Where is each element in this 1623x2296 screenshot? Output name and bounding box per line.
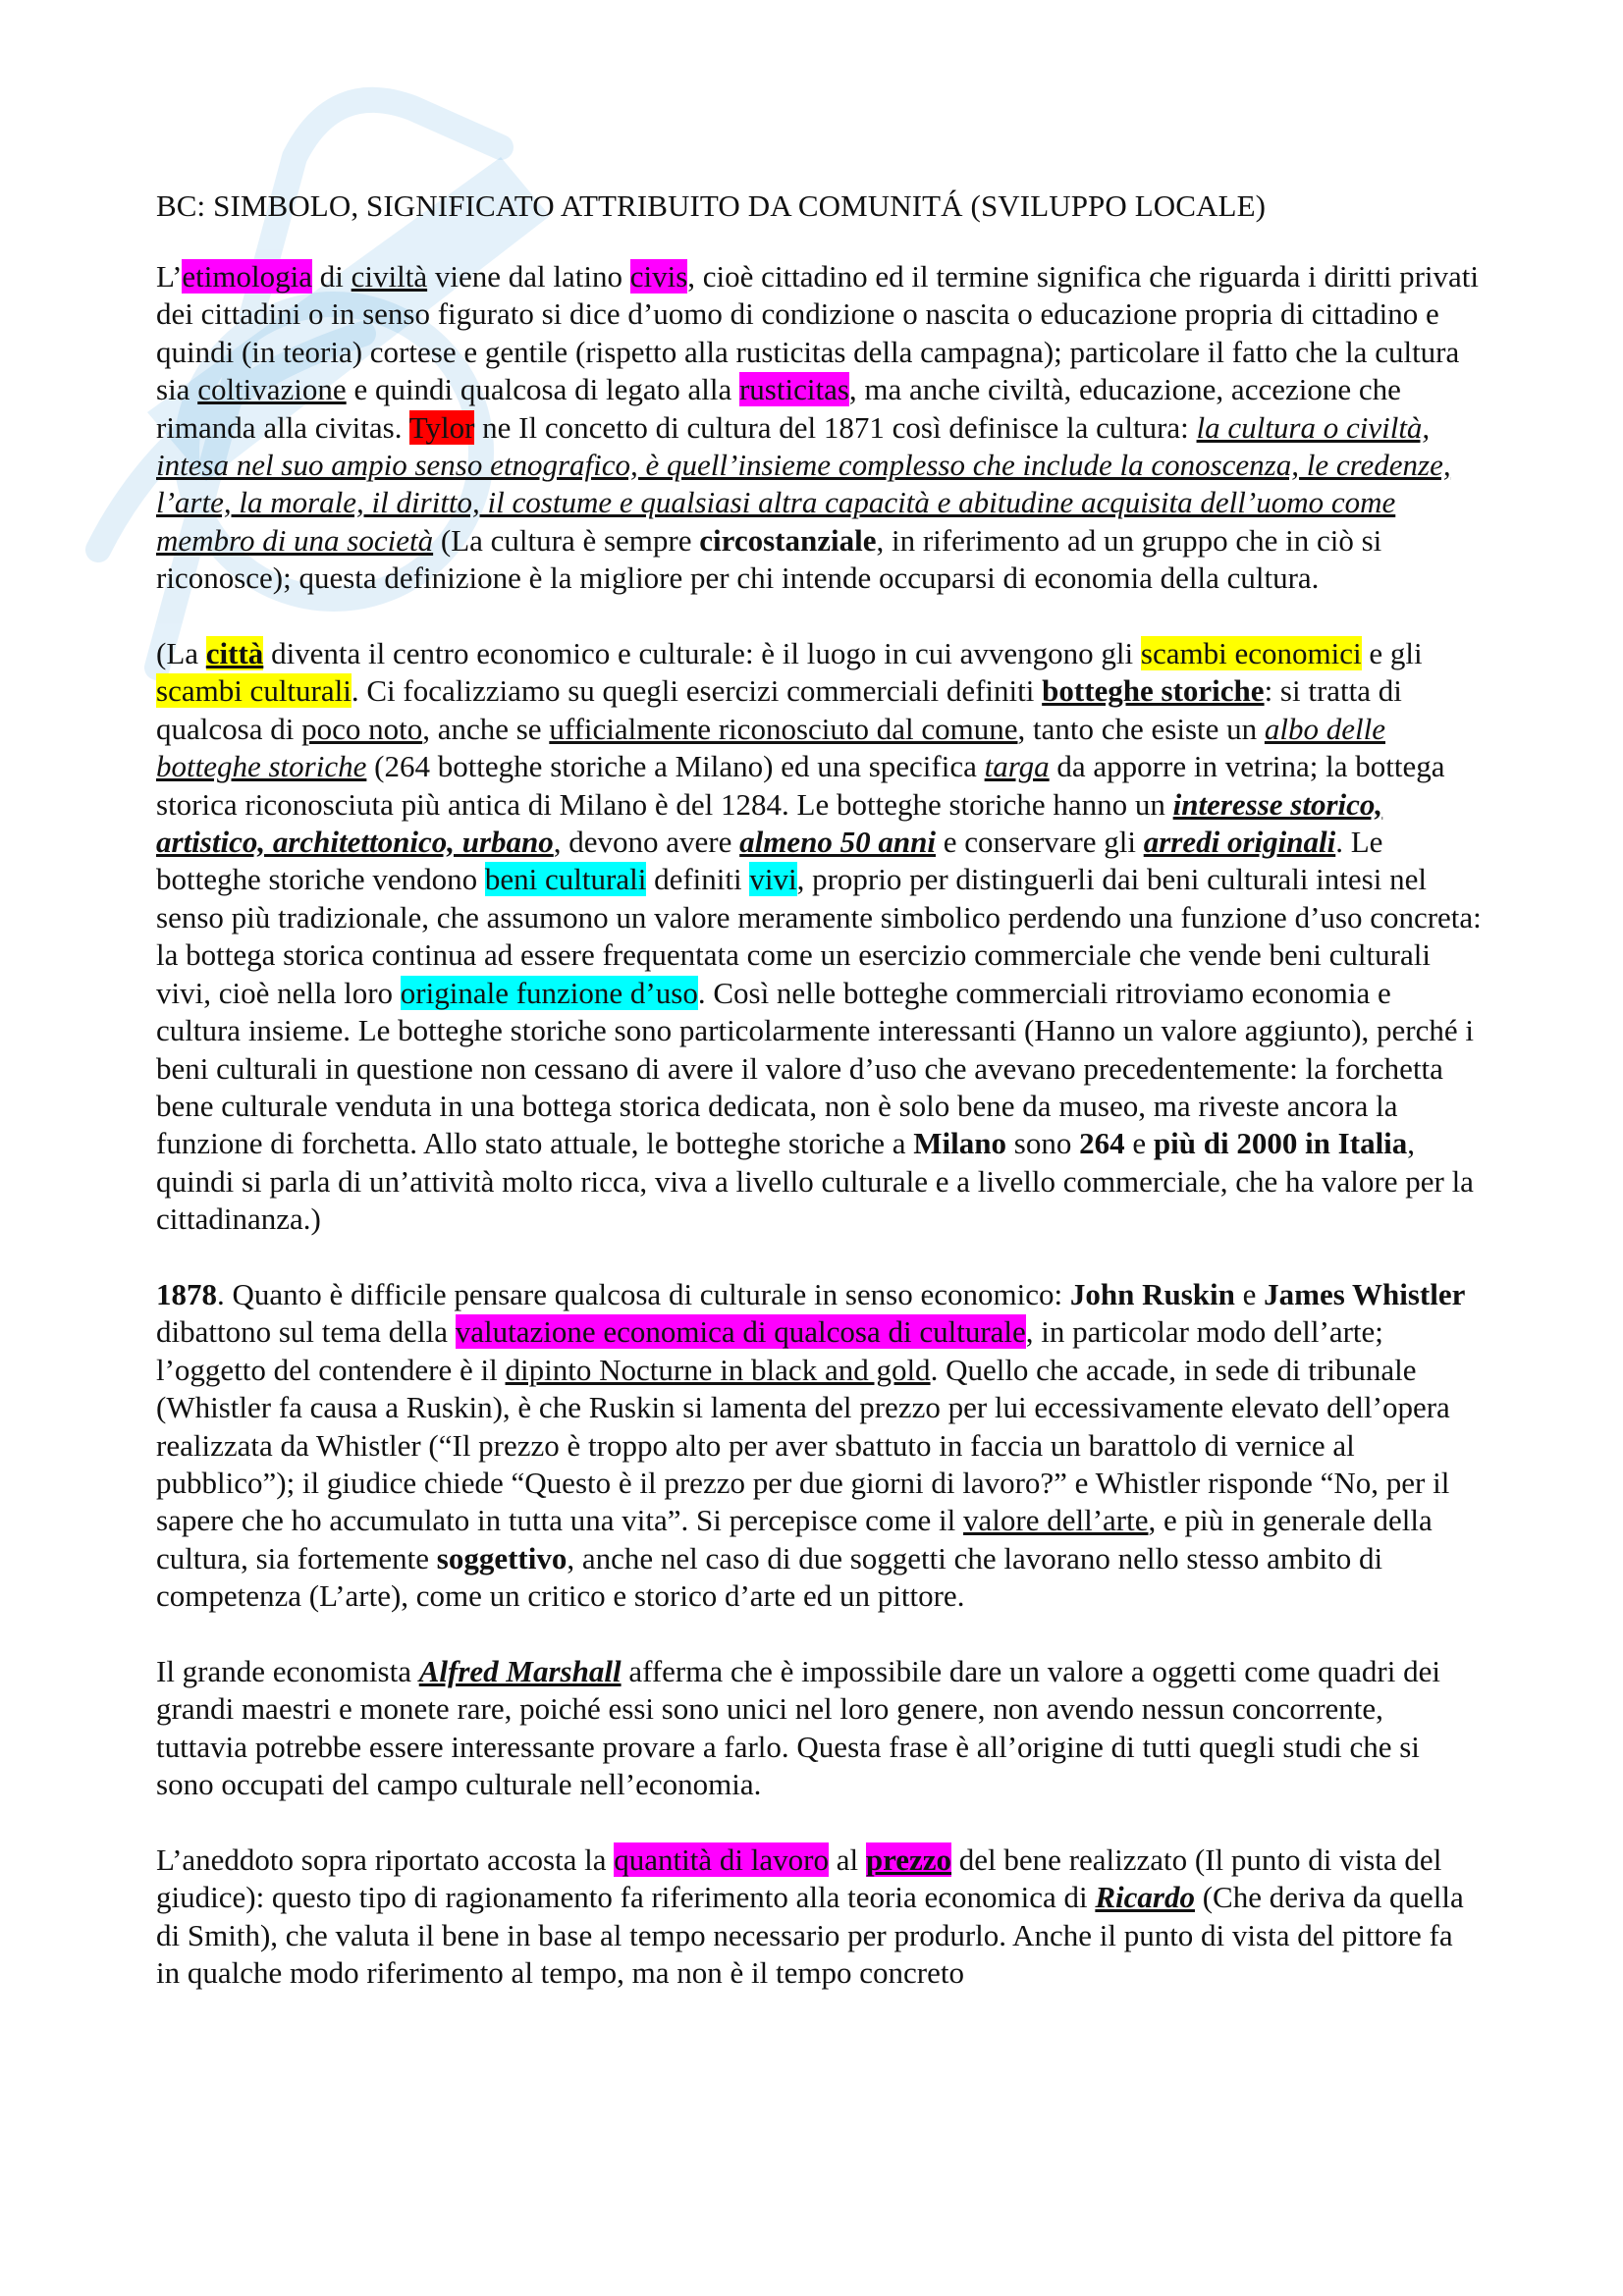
text-run: scambi economici [1140,636,1362,671]
text-run: 264 [1079,1126,1125,1161]
text-run: (264 botteghe storiche a Milano) ed una specifica [366,749,985,784]
text-run: civiltà [351,259,428,294]
text-run: botteghe storiche [1042,673,1265,709]
text-run: interesse storico, artistico, architettonico, urbano [156,786,1383,860]
text-run: ufficialmente riconosciuto dal comune [549,711,1018,746]
text-run: , in particolar modo dell’arte; l’oggetto del contendere è il [156,1314,1383,1387]
text-run: sono [1006,1126,1080,1161]
text-run: 1878 [156,1276,217,1311]
text-run: afferma che è impossibile dare un valore a oggetti come quadri dei grandi maestri e monete rare, poiché essi sono unici nel loro genere, non avendo nessun concorrente, tuttavia potrebbe essere interessante provare a farlo. Questa frase è all’origine di tutti quegli studi che si sono occupati del campo culturale nell’economia. [156,1653,1440,1802]
text-run: vivi [749,862,797,897]
text-run: James Whistler [1264,1276,1466,1311]
text-run: poco noto [301,711,423,746]
text-run: città [205,636,264,671]
text-run: e conservare gli [935,825,1144,860]
text-run: arredi originali [1143,825,1336,860]
text-run: definiti [646,862,750,897]
text-run: , anche nel caso di due soggetti che lavorano nello stesso ambito di competenza (L’arte), come un critico e storico d’arte ed un pittore. [156,1540,1383,1614]
text-run: L’aneddoto sopra riportato accosta la [156,1842,615,1877]
text-run: soggettivo [436,1540,568,1575]
paragraph-ruskin-whistler [156,1276,1482,1616]
text-run: prezzo [865,1842,952,1877]
text-run: (La cultura è sempre [433,522,700,558]
text-run: del bene realizzato (Il punto di vista del giudice): questo tipo di ragionamento fa riferimento alla teoria economica di [156,1842,1442,1915]
text-run: , cioè cittadino ed il termine significa che riguarda i diritti privati dei cittadini o in senso figurato si dice d’uomo di condizione o nascita o educazione propria di cittadino e quindi (in teoria) cortese e gentile (rispetto alla rusticitas della campagna); particolare il fatto che la cultura sia [156,259,1480,407]
text-run: Alfred Marshall [418,1653,622,1688]
text-run: , proprio per distinguerli dai beni culturali intesi nel senso più tradizionale, che assumono un valore meramente simbolico perdendo una funzione d’uso concreta: la bottega storica continua ad essere frequentata come un esercizio commerciale che vende beni culturali vivi, cioè nella loro [156,862,1482,1010]
text-run: coltivazione [197,372,347,407]
text-run: dipinto Nocturne in black and gold [505,1352,931,1387]
text-run: viene dal latino [427,259,630,294]
text-run: (Che deriva da quella di Smith), che valuta il bene in base al tempo necessario per produrlo. Anche il punto di vista del pittore fa in qualche modo riferimento al tempo, ma non è il tempo concreto [156,1880,1464,1991]
text-run: Tylor [408,409,475,445]
text-run: di [312,259,352,294]
text-run: . Quello che accade, in sede di tribunale (Whistler fa causa a Ruskin), è che Ruskin si lamenta del prezzo per lui eccessivamente elevato dell’opera realizzata da Whistler (“Il prezzo è troppo alto per aver sbattuto in faccia un barattolo di vernice al pubblico”); il giudice chiede “Questo è il prezzo per due giorni di lavoro?” e Whistler risponde “No, per il sapere che ho accumulato in tutta una vita”. Si percepisce come il [156,1352,1450,1538]
text-run: Milano [913,1126,1007,1161]
text-run: al [828,1842,866,1877]
text-run: e quindi qualcosa di legato alla [346,372,739,407]
text-run: la cultura o civiltà, intesa nel suo ampio senso etnografico, è quell’insieme complesso che include la conoscenza, le credenze, l’arte, la morale, il diritto, il costume e qualsiasi altra capacità e abitudine acquisita dell’uomo come membro di una società [156,409,1451,558]
text-run: , tanto che esiste un [1017,711,1265,746]
paragraph-alfred-marshall [156,1653,1482,1804]
text-run: quantità di lavoro [614,1842,829,1877]
text-run: , e più in generale della cultura, sia fortemente [156,1503,1433,1575]
text-run: , anche se [422,711,550,746]
text-run: e gli [1361,636,1423,671]
text-run: , quindi si parla di un’attività molto ricca, viva a livello culturale e a livello commerciale, che ha valore per la cittadinanza.) [156,1126,1474,1237]
text-run: albo delle botteghe storiche [156,711,1385,784]
paragraph-botteghe-storiche [156,635,1482,1239]
text-run: più di 2000 in Italia [1153,1126,1408,1161]
text-run: valore dell’arte [963,1503,1149,1538]
text-run: originale funzione d’uso [400,975,698,1010]
text-run: etimologia [182,259,313,294]
text-run: (La [156,636,206,671]
text-run: e [1124,1126,1154,1161]
document-page [156,187,1482,2030]
text-run: da apporre in vetrina; la bottega storica riconosciuta più antica di Milano è del 1284. Le botteghe storiche hanno un [156,749,1445,822]
text-run: scambi culturali [156,673,352,709]
text-run: . Così nelle botteghe commerciali ritroviamo economia e cultura insieme. Le botteghe storiche sono particolarmente interessanti (Hanno un valore aggiunto), perché i beni culturali in questione non cessano di avere il valore d’uso che avevano precedentemente: la forchetta bene culturale venduta in una bottega storica dedicata, non è solo bene da museo, ma riveste ancora la funzione di forchetta. Allo stato attuale, le botteghe storiche a [156,975,1475,1161]
text-run: L’ [156,259,183,294]
text-run: . Quanto è difficile pensare qualcosa di culturale in senso economico: [217,1276,1070,1311]
text-run: : si tratta di qualcosa di [156,673,1402,746]
text-run: e [1234,1276,1265,1311]
text-run: almeno 50 anni [739,825,936,860]
text-run: diventa il centro economico e culturale: è il luogo in cui avvengono gli [263,636,1141,671]
text-run: , devono avere [553,825,740,860]
text-run: . Ci focalizziamo su quegli esercizi commerciali definiti [351,673,1043,709]
text-run: civis [629,259,688,294]
text-run: Ricardo [1095,1880,1195,1915]
text-run: , ma anche civiltà, educazione, accezione che rimanda alla civitas. [156,372,1401,445]
text-run: John Ruskin [1069,1276,1235,1311]
text-run: rusticitas [738,372,849,407]
paragraph-aneddoto [156,1842,1482,1993]
paragraph-etimologia [156,258,1482,598]
text-run: valutazione economica di qualcosa di culturale [455,1314,1026,1350]
text-run: dibattono sul tema della [156,1314,456,1350]
text-run: beni culturali [484,862,647,897]
text-run: Il grande economista [156,1653,419,1688]
text-run: targa [984,749,1050,784]
text-run: circostanziale [699,522,877,558]
text-run: ne Il concetto di cultura del 1871 così definisce la cultura: [474,409,1197,445]
text-run: , in riferimento ad un gruppo che in ciò si riconosce); questa definizione è la migliore per chi intende occuparsi di economia della cultura. [156,522,1382,596]
text-run: . Le botteghe storiche vendono [156,825,1383,897]
document-heading: BC: SIMBOLO, SIGNIFICATO ATTRIBUITO DA COMUNITÁ (SVILUPPO LOCALE) [156,188,1267,223]
